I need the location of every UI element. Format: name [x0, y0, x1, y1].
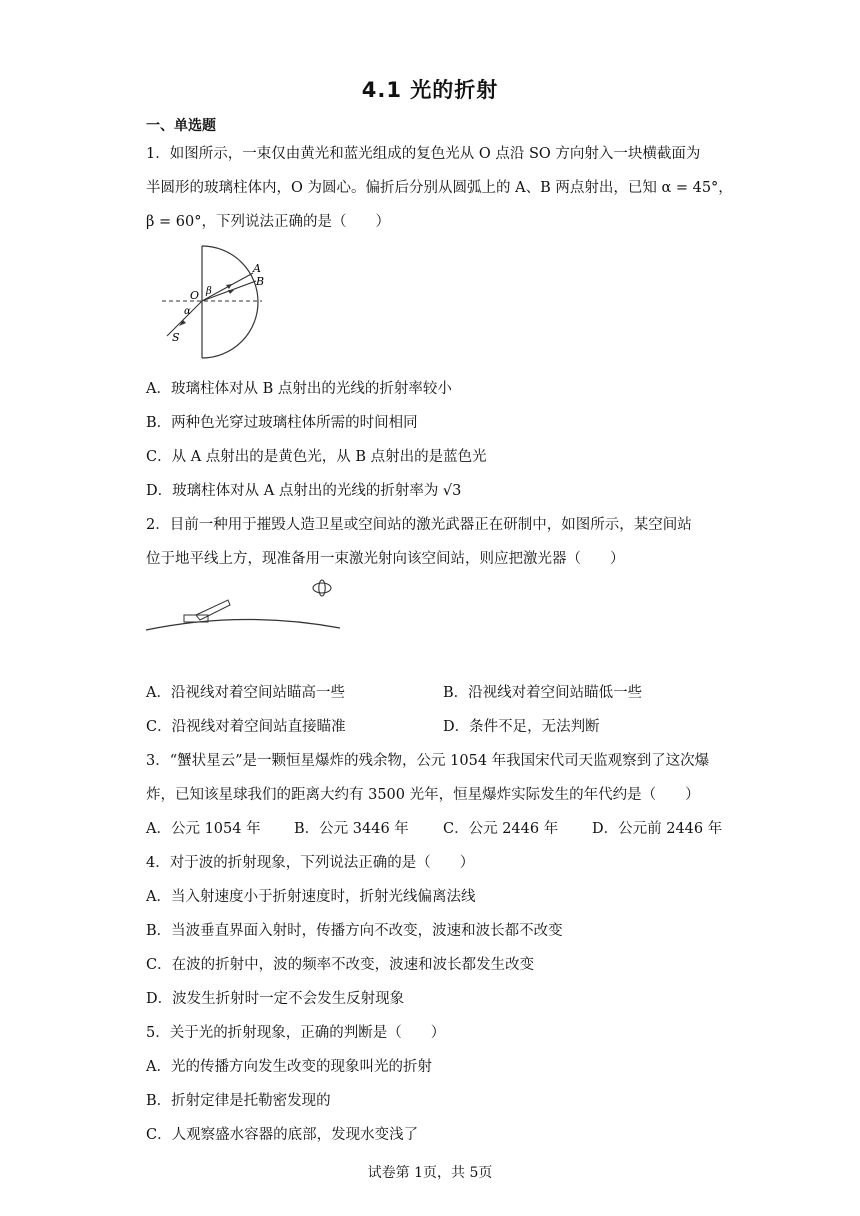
q5-option-c: C．人观察盛水容器的底部，发现水变浅了 [146, 1127, 419, 1143]
q1-option-a: A．玻璃柱体对从 B 点射出的光线的折射率较小 [146, 381, 452, 397]
q5-text-line-1: 5．关于光的折射现象，正确的判断是（ ） [146, 1025, 446, 1041]
q1-text-line-1: 1．如图所示，一束仅由黄光和蓝光组成的复色光从 O 点沿 SO 方向射入一块横截面为 [146, 146, 701, 162]
q4-option-d: D．波发生折射时一定不会发生反射现象 [146, 991, 405, 1007]
q2-laser-station-figure [144, 574, 349, 636]
q2-text-line-1: 2．目前一种用于摧毁人造卫星或空间站的激光武器正在研制中，如图所示，某空间站 [146, 517, 692, 533]
q5-option-b: B．折射定律是托勒密发现的 [146, 1093, 331, 1109]
q3-option-b: B．公元 3446 年 [294, 821, 409, 837]
q4-option-a: A．当入射速度小于折射速度时，折射光线偏离法线 [146, 889, 476, 905]
q4-option-b: B．当波垂直界面入射时，传播方向不改变，波速和波长都不改变 [146, 923, 563, 939]
q1-text-line-2: 半圆形的玻璃柱体内，O 为圆心。偏折后分别从圆弧上的 A、B 两点射出，已知 α = 45°， [146, 180, 733, 196]
q1-label-b: B [256, 275, 265, 288]
q1-label-a: A [253, 262, 261, 275]
q4-option-c: C．在波的折射中，波的频率不改变，波速和波长都发生改变 [146, 957, 535, 973]
q1-label-s: S [172, 331, 180, 344]
q4-text-line-1: 4．对于波的折射现象，下列说法正确的是（ ） [146, 855, 475, 871]
q1-label-o: O [190, 289, 200, 302]
q5-option-a: A．光的传播方向发生改变的现象叫光的折射 [146, 1059, 432, 1075]
q2-option-a: A．沿视线对着空间站瞄高一些 [146, 685, 345, 701]
q1-text-line-3: β = 60°，下列说法正确的是（ ） [146, 214, 390, 230]
q3-option-c: C．公元 2446 年 [443, 821, 559, 837]
q3-text-line-1: 3．“蟹状星云”是一颗恒星爆炸的残余物，公元 1054 年我国宋代司天监观察到了这次爆 [146, 753, 710, 769]
q1-option-b: B．两种色光穿过玻璃柱体所需的时间相同 [146, 415, 418, 431]
q2-text-line-2: 位于地平线上方，现准备用一束激光射向该空间站，则应把激光器（ ） [146, 551, 625, 567]
section-heading: 一、单选题 [146, 118, 216, 134]
q1-option-d: D．玻璃柱体对从 A 点射出的光线的折射率为 √3 [146, 483, 462, 499]
page-footer: 试卷第 1页，共 5页 [367, 1165, 493, 1181]
q1-label-alpha: α [184, 306, 191, 317]
q2-option-c: C．沿视线对着空间站直接瞄准 [146, 719, 346, 735]
q1-label-beta: β [206, 286, 212, 297]
q1-semicircle-figure [150, 240, 280, 365]
q3-option-d: D．公元前 2446 年 [592, 821, 723, 837]
q2-option-d: D．条件不足，无法判断 [443, 719, 600, 735]
page-title: 4.1 光的折射 [361, 78, 499, 102]
q2-option-b: B．沿视线对着空间站瞄低一些 [443, 685, 643, 701]
q3-option-a: A．公元 1054 年 [146, 821, 261, 837]
q1-option-c: C．从 A 点射出的是黄色光，从 B 点射出的是蓝色光 [146, 449, 487, 465]
q3-text-line-2: 炸，已知该星球我们的距离大约有 3500 光年，恒星爆炸实际发生的年代约是（ ） [146, 787, 700, 803]
